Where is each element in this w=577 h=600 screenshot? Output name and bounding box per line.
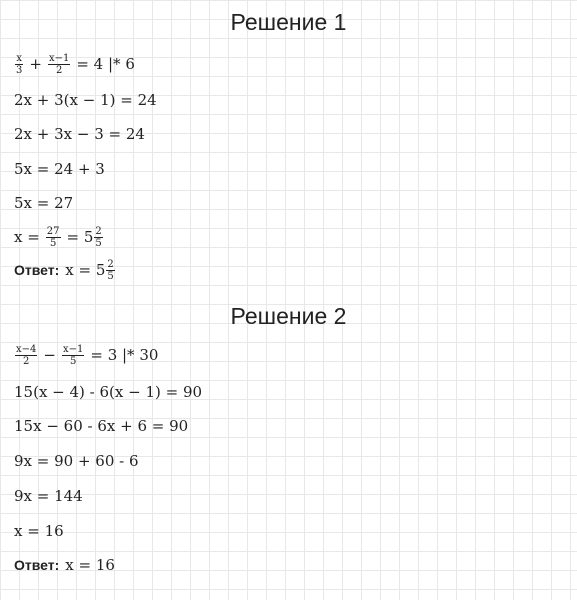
solution-2-equation-5: 9x = 144 bbox=[14, 487, 83, 505]
numerator: x bbox=[16, 52, 22, 64]
fraction bbox=[106, 259, 114, 282]
equation-mid: = 5 bbox=[66, 228, 94, 246]
answer-value: x = 16 bbox=[65, 556, 115, 574]
equation-lhs: x = bbox=[14, 228, 40, 246]
solution-1-equation-3: 2x + 3x − 3 = 24 bbox=[14, 125, 145, 143]
fraction bbox=[15, 53, 23, 76]
solution-2-equation-4: 9x = 90 + 60 - 6 bbox=[14, 452, 139, 470]
answer-label: Ответ: bbox=[14, 557, 60, 573]
numerator: 2 bbox=[107, 258, 114, 270]
solution-1-equation-2: 2x + 3(x − 1) = 24 bbox=[14, 91, 157, 109]
fraction bbox=[48, 53, 70, 76]
numerator: 27 bbox=[46, 225, 60, 237]
solution-2-equation-3: 15x − 60 - 6x + 6 = 90 bbox=[14, 417, 189, 435]
equation-rest: = 4 |* 6 bbox=[76, 55, 135, 73]
solution-2-equation-1 bbox=[14, 341, 158, 369]
denominator: 5 bbox=[107, 270, 114, 282]
solution-1-equation-1 bbox=[14, 50, 135, 78]
numerator: 2 bbox=[95, 225, 102, 237]
fraction bbox=[46, 226, 61, 249]
fraction bbox=[62, 344, 84, 367]
solution-2-answer bbox=[14, 551, 115, 579]
denominator: 3 bbox=[16, 64, 23, 76]
denominator: 5 bbox=[69, 355, 77, 367]
operator: − bbox=[43, 346, 56, 364]
denominator: 5 bbox=[95, 237, 102, 249]
answer-value: x = 5 bbox=[65, 261, 106, 279]
fraction bbox=[94, 226, 102, 249]
numerator: x−1 bbox=[62, 343, 84, 355]
answer-label: Ответ: bbox=[14, 262, 60, 278]
numerator: x−1 bbox=[48, 52, 70, 64]
operator: + bbox=[29, 55, 42, 73]
numerator: x−4 bbox=[16, 343, 37, 355]
solution-1-title: Решение 1 bbox=[230, 9, 347, 35]
solution-2-equation-2: 15(x − 4) - 6(x − 1) = 90 bbox=[14, 383, 203, 401]
fraction bbox=[15, 344, 37, 367]
denominator: 5 bbox=[49, 237, 57, 249]
denominator: 2 bbox=[23, 355, 30, 367]
solution-1-equation-6 bbox=[14, 223, 104, 251]
solution-2-equation-6: x = 16 bbox=[14, 522, 64, 540]
solution-2-title: Решение 2 bbox=[230, 303, 347, 329]
equation-rest: = 3 |* 30 bbox=[90, 346, 159, 364]
solution-1-answer bbox=[14, 256, 116, 284]
denominator: 2 bbox=[55, 64, 63, 76]
solution-1-equation-5: 5x = 27 bbox=[14, 194, 74, 212]
solution-1-equation-4: 5x = 24 + 3 bbox=[14, 160, 105, 178]
